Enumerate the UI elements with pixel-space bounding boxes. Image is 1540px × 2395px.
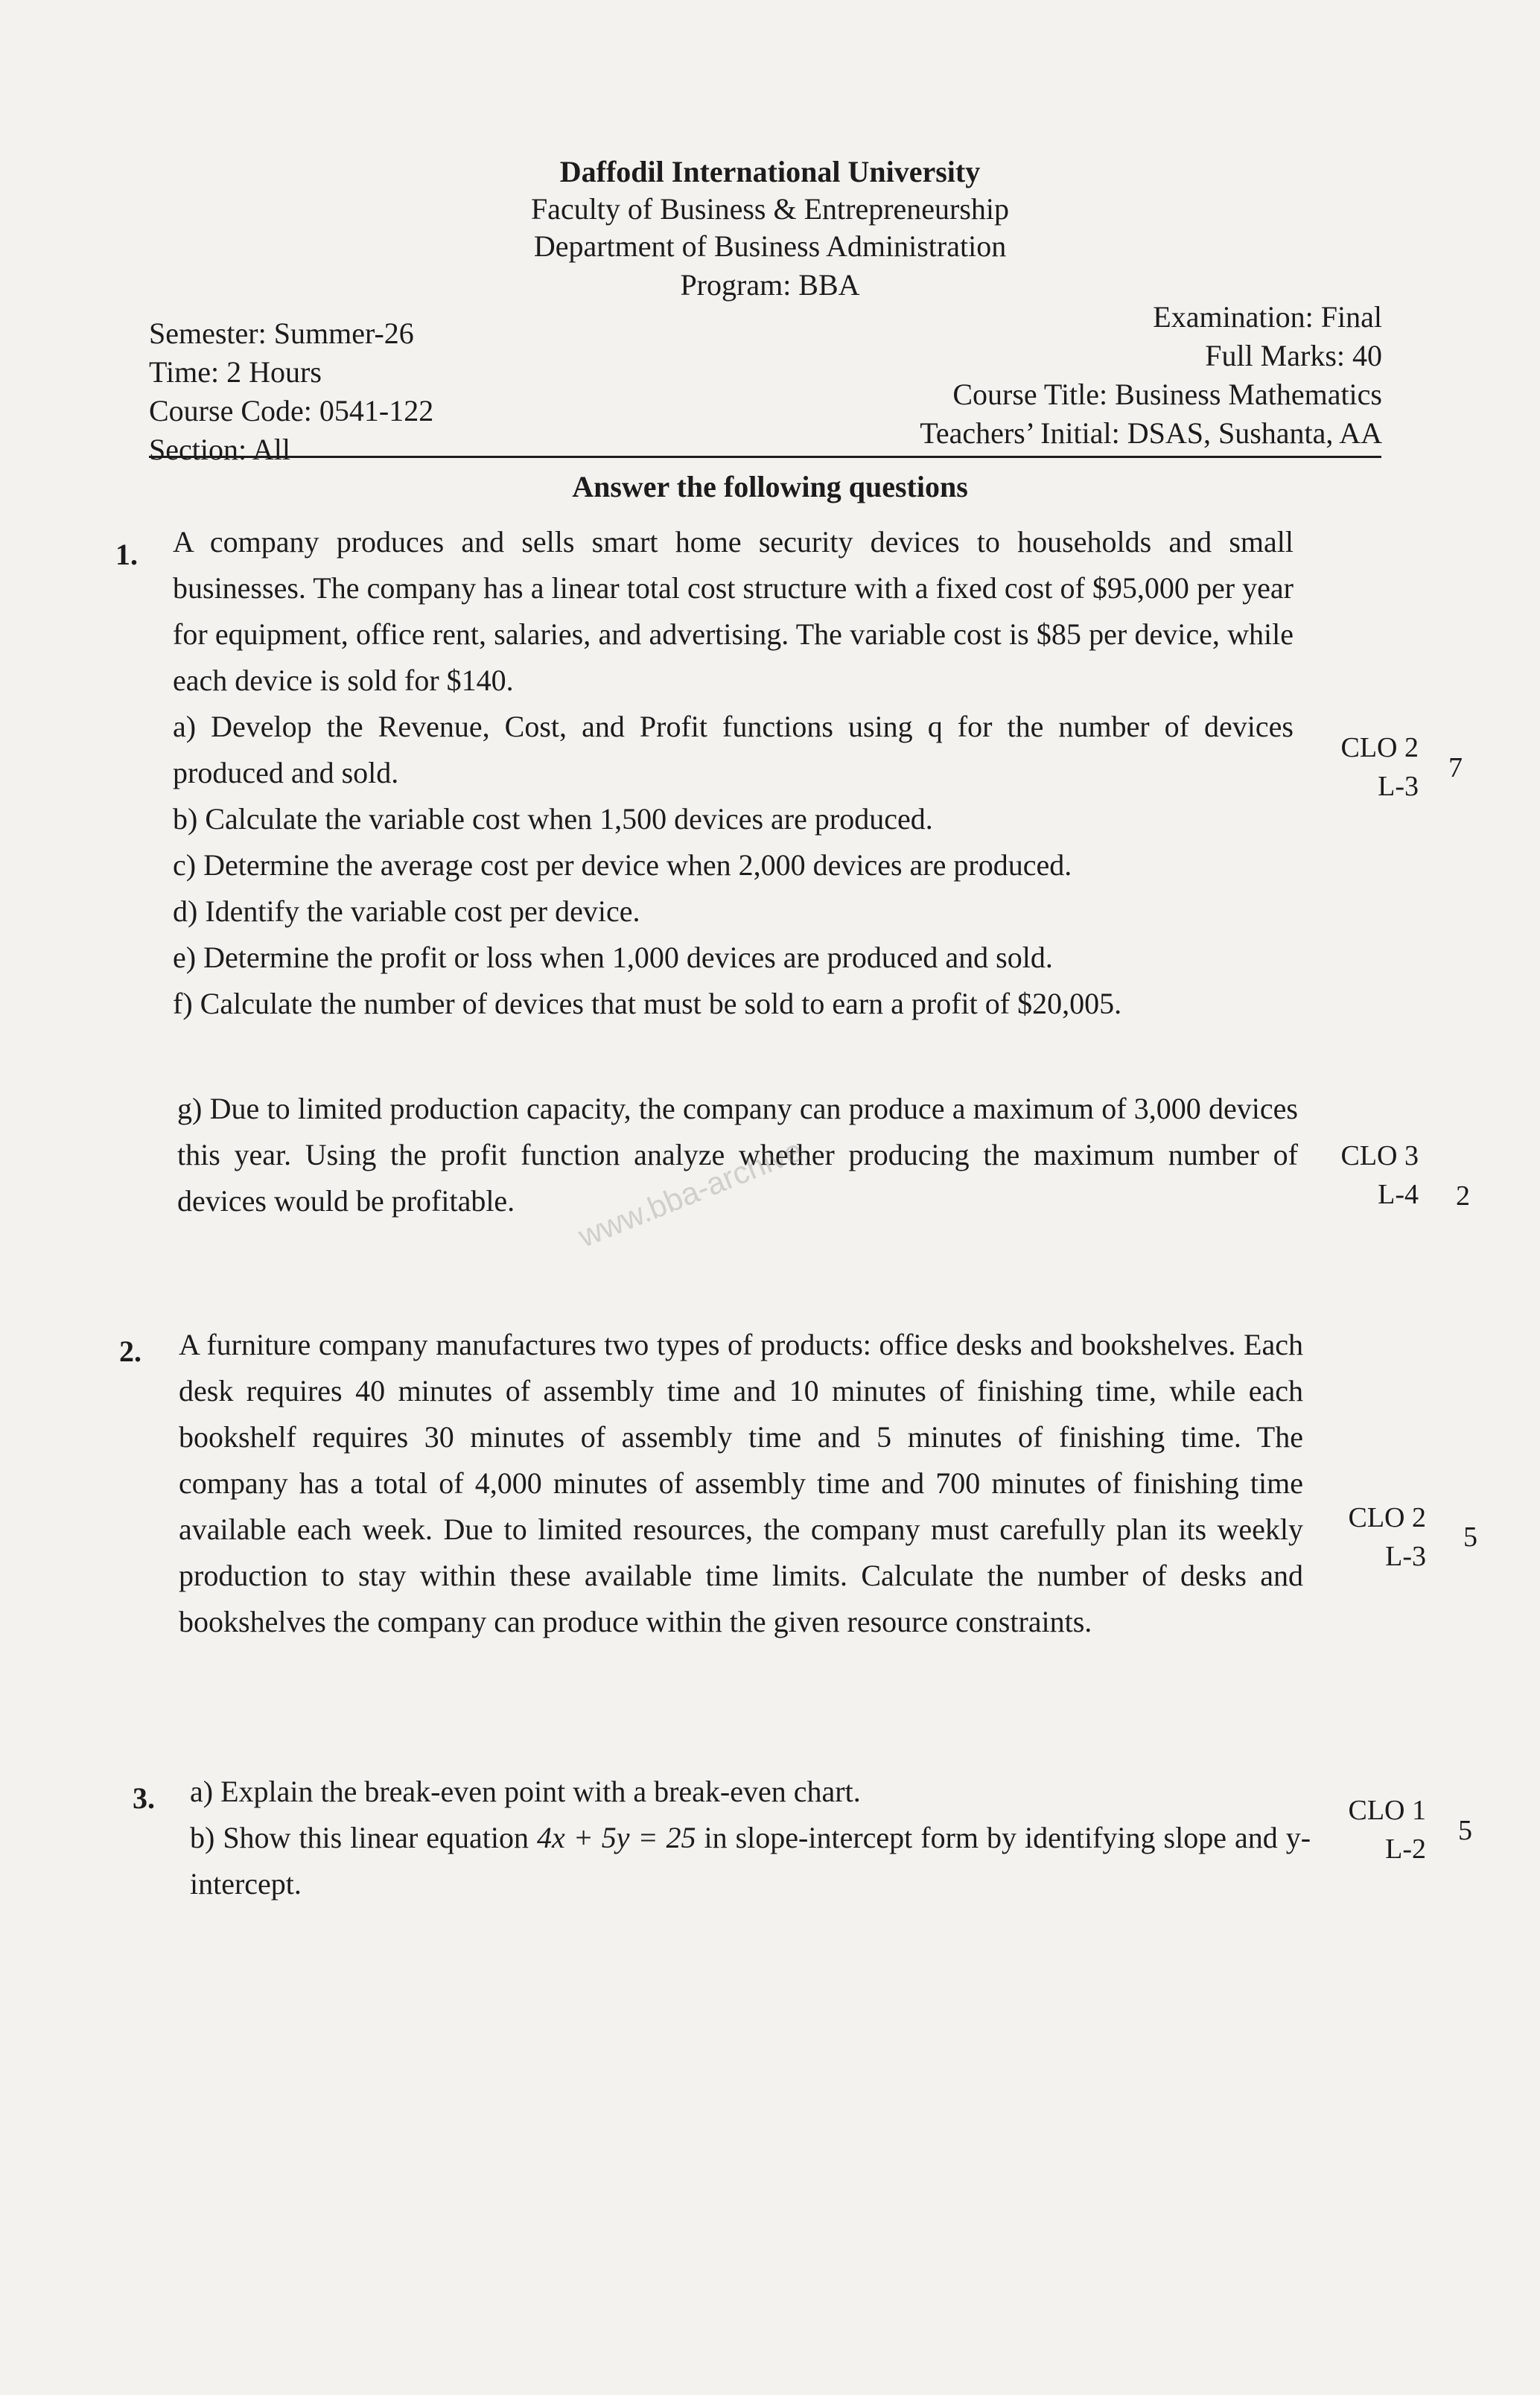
section-label: Section: All — [149, 433, 290, 466]
question-2-text: A furniture company manufactures two types of products: office desks and bookshelves. Each desk requires 40 minutes of assembly time and 10 minutes of finishing time, while each bookshelf requires 30 minutes of assembly time and 5 minutes of finishing time. The company has a total of 4,000 minutes of assembly time and 700 minutes of finishing time available each week. Due to limited resources, the company must carefully plan its weekly production to stay within these available time limits. Calculate the number of desks and bookshelves the company can produce within the given resource constraints. — [179, 1328, 1303, 1638]
question-1e: e) Determine the profit or loss when 1,000 devices are produced and sold. — [173, 941, 1053, 974]
question-1 — [173, 519, 1294, 1027]
question-1g-clo-label: CLO 3 — [1340, 1140, 1419, 1171]
question-1a: a) Develop the Revenue, Cost, and Profit functions using q for the number of devices produced and sold. — [173, 710, 1294, 789]
header-divider — [149, 456, 1381, 458]
question-2-clo-label: CLO 2 — [1348, 1502, 1426, 1533]
question-1g-level-label: L-4 — [1378, 1179, 1419, 1210]
question-3b-pre: b) Show this linear equation — [190, 1821, 529, 1854]
question-1f: f) Calculate the number of devices that must be sold to earn a profit of $20,005. — [173, 987, 1122, 1020]
question-3-marks: 5 — [1458, 1815, 1472, 1846]
question-3 — [190, 1769, 1311, 1907]
question-3-number: 3. — [133, 1781, 155, 1815]
examination-label: Examination: Final — [1153, 300, 1382, 334]
question-1g-marks: 2 — [1456, 1180, 1470, 1212]
course-title-label: Course Title: Business Mathematics — [952, 378, 1382, 411]
question-3-clo-label: CLO 1 — [1348, 1795, 1426, 1826]
course-code-label: Course Code: 0541-122 — [149, 394, 434, 427]
watermark: www.bba-archive — [573, 1132, 808, 1254]
question-3-level-label: L-2 — [1385, 1833, 1426, 1865]
exam-meta-left — [149, 314, 433, 469]
question-1-clo-label: CLO 2 — [1340, 732, 1419, 763]
question-1-clo — [1285, 728, 1419, 806]
question-1d: d) Identify the variable cost per device. — [173, 894, 640, 928]
question-2-level-label: L-3 — [1385, 1541, 1426, 1572]
question-1g-clo — [1285, 1136, 1419, 1214]
question-1-level-label: L-3 — [1378, 771, 1419, 802]
question-2-marks: 5 — [1463, 1521, 1477, 1553]
question-1-number: 1. — [115, 538, 138, 571]
faculty-name: Faculty of Business & Entrepreneurship — [530, 192, 1010, 226]
semester-label: Semester: Summer-26 — [149, 317, 414, 350]
question-1-intro: A company produces and sells smart home security devices to households and small businesses. The company has a linear total cost structure with a fixed cost of $95,000 per year for equipment, office rent, salaries, and advertising. The variable cost is $85 per device, while each device is sold for $140. — [173, 525, 1294, 697]
question-3a: a) Explain the break-even point with a break-even chart. — [190, 1775, 861, 1808]
full-marks-label: Full Marks: 40 — [1205, 339, 1382, 372]
program-name: Program: BBA — [680, 268, 860, 302]
question-3b-post: in slope-intercept form by identifying slope and y-intercept. — [190, 1821, 1311, 1901]
question-1b: b) Calculate the variable cost when 1,500 devices are produced. — [173, 802, 933, 836]
question-3-clo — [1292, 1791, 1426, 1868]
department-name: Department of Business Administration — [533, 229, 1007, 263]
exam-meta-right — [920, 298, 1382, 453]
linear-equation: 4x + 5y = 25 — [537, 1821, 696, 1854]
instruction: Answer the following questions — [572, 470, 968, 503]
time-label: Time: 2 Hours — [149, 355, 322, 389]
question-3b — [190, 1815, 1311, 1907]
question-2-number: 2. — [119, 1335, 141, 1368]
question-1c: c) Determine the average cost per device when 2,000 devices are produced. — [173, 848, 1072, 882]
teachers-initial-label: Teachers’ Initial: DSAS, Sushanta, AA — [920, 416, 1382, 450]
question-2-clo — [1292, 1498, 1426, 1576]
university-name: Daffodil International University — [559, 155, 981, 188]
question-1-marks: 7 — [1448, 752, 1463, 783]
question-1g: g) Due to limited production capacity, the company can produce a maximum of 3,000 devices this year. Using the profit function analyze whether producing the maximum number of devices would be profitable. — [177, 1092, 1298, 1218]
